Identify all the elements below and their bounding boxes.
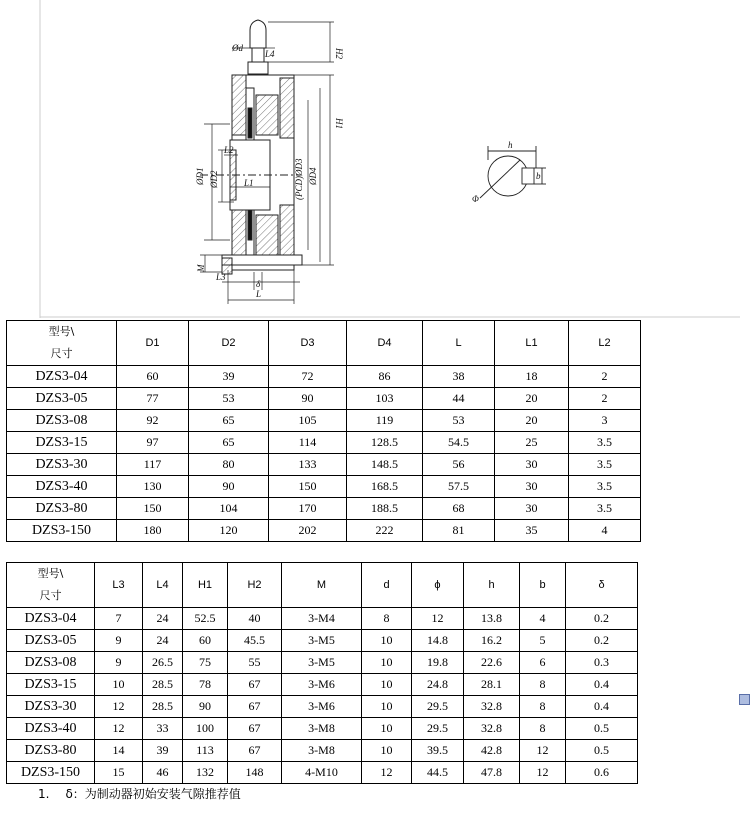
value-cell: 202 [269,520,347,542]
corner-header-line: 尺寸 [50,347,73,360]
value-cell: 47.8 [464,762,520,784]
value-cell: 10 [362,740,412,762]
model-cell: DZS3-40 [7,718,95,740]
table-row [7,762,638,784]
table-row [7,740,638,762]
label-d1: ØD1 [195,167,205,185]
value-cell: 117 [117,454,189,476]
table-row [7,674,638,696]
table-row [7,410,641,432]
value-cell: 12 [362,762,412,784]
value-cell: 3-M8 [282,740,362,762]
model-cell: DZS3-15 [7,432,117,454]
corner-header [7,563,95,608]
value-cell: 30 [495,498,569,520]
corner-header-line: 型号\ [48,325,75,338]
value-cell: 3-M6 [282,696,362,718]
dimension-table-2 [6,562,638,784]
value-cell: 30 [495,476,569,498]
value-cell: 65 [189,410,269,432]
value-cell: 3-M6 [282,674,362,696]
value-cell: 77 [117,388,189,410]
value-cell: 80 [189,454,269,476]
table-row [7,608,638,630]
header-row [7,563,638,608]
value-cell: 133 [269,454,347,476]
label-d3: (PCD)ØD3 [294,158,304,200]
value-cell: 5 [520,630,566,652]
value-cell: 180 [117,520,189,542]
value-cell: 38 [423,366,495,388]
value-cell: 24.8 [412,674,464,696]
value-cell: 222 [347,520,423,542]
value-cell: 28.1 [464,674,520,696]
value-cell: 30 [495,454,569,476]
value-cell: 12 [95,718,143,740]
value-cell: 103 [347,388,423,410]
column-header: D2 [189,321,269,366]
value-cell: 68 [423,498,495,520]
value-cell: 67 [228,674,282,696]
value-cell: 3.5 [569,454,641,476]
value-cell: 4-M10 [282,762,362,784]
value-cell: 67 [228,718,282,740]
keyway-b-label: b [536,171,541,181]
value-cell: 14.8 [412,630,464,652]
value-cell: 3-M8 [282,718,362,740]
value-cell: 100 [183,718,228,740]
value-cell: 56 [423,454,495,476]
column-header: H2 [228,563,282,608]
value-cell: 150 [117,498,189,520]
table-row [7,696,638,718]
value-cell: 24 [143,630,183,652]
corner-header-line: 型号\ [37,567,64,580]
model-cell: DZS3-150 [7,520,117,542]
column-header: M [282,563,362,608]
value-cell: 15 [95,762,143,784]
label-d2: ØD2 [209,170,219,188]
value-cell: 10 [362,696,412,718]
value-cell: 13.8 [464,608,520,630]
value-cell: 0.3 [566,652,638,674]
value-cell: 2 [569,388,641,410]
model-cell: DZS3-05 [7,388,117,410]
value-cell: 128.5 [347,432,423,454]
value-cell: 90 [183,696,228,718]
column-header: ϕ [412,563,464,608]
value-cell: 9 [95,652,143,674]
value-cell: 10 [95,674,143,696]
value-cell: 10 [362,630,412,652]
footnote [38,785,241,802]
column-header: L1 [495,321,569,366]
value-cell: 12 [520,740,566,762]
value-cell: 57.5 [423,476,495,498]
value-cell: 40 [228,608,282,630]
value-cell: 39 [143,740,183,762]
value-cell: 3.5 [569,432,641,454]
value-cell: 28.5 [143,674,183,696]
model-cell: DZS3-04 [7,608,95,630]
value-cell: 90 [269,388,347,410]
value-cell: 0.4 [566,674,638,696]
value-cell: 75 [183,652,228,674]
table-row [7,630,638,652]
value-cell: 78 [183,674,228,696]
column-header: D4 [347,321,423,366]
value-cell: 65 [189,432,269,454]
table-row [7,498,641,520]
keyway-h-label: h [508,140,513,150]
page-frame-lines [40,0,740,318]
value-cell: 12 [412,608,464,630]
value-cell: 16.2 [464,630,520,652]
table-row [7,652,638,674]
value-cell: 53 [189,388,269,410]
value-cell: 3 [569,410,641,432]
footnote-number: 1. [38,787,50,801]
value-cell: 67 [228,740,282,762]
brake-cross-section [200,20,302,274]
table-row [7,432,641,454]
value-cell: 3.5 [569,498,641,520]
value-cell: 170 [269,498,347,520]
table-row [7,366,641,388]
value-cell: 55 [228,652,282,674]
header-row [7,321,641,366]
value-cell: 3-M4 [282,608,362,630]
value-cell: 18 [495,366,569,388]
value-cell: 54.5 [423,432,495,454]
model-cell: DZS3-80 [7,498,117,520]
value-cell: 2 [569,366,641,388]
value-cell: 0.2 [566,608,638,630]
value-cell: 81 [423,520,495,542]
value-cell: 29.5 [412,696,464,718]
column-header: H1 [183,563,228,608]
column-header: D1 [117,321,189,366]
value-cell: 46 [143,762,183,784]
value-cell: 8 [520,674,566,696]
value-cell: 10 [362,674,412,696]
value-cell: 0.5 [566,718,638,740]
value-cell: 19.8 [412,652,464,674]
value-cell: 28.5 [143,696,183,718]
label-m: M [196,264,206,272]
value-cell: 52.5 [183,608,228,630]
value-cell: 4 [520,608,566,630]
column-header: d [362,563,412,608]
column-header: h [464,563,520,608]
value-cell: 72 [269,366,347,388]
model-cell: DZS3-08 [7,652,95,674]
footnote-text: δ：为制动器初始安装气隙推荐值 [65,787,241,801]
table-row [7,718,638,740]
label-h1: H1 [334,118,344,129]
value-cell: 44.5 [412,762,464,784]
value-cell: 32.8 [464,696,520,718]
value-cell: 33 [143,718,183,740]
model-cell: DZS3-08 [7,410,117,432]
scroll-marker[interactable] [739,694,750,705]
value-cell: 105 [269,410,347,432]
value-cell: 97 [117,432,189,454]
value-cell: 3-M5 [282,630,362,652]
value-cell: 60 [117,366,189,388]
value-cell: 104 [189,498,269,520]
value-cell: 20 [495,388,569,410]
value-cell: 148.5 [347,454,423,476]
value-cell: 8 [520,696,566,718]
value-cell: 168.5 [347,476,423,498]
table-row [7,520,641,542]
label-l3: L3 [216,272,226,282]
value-cell: 39.5 [412,740,464,762]
value-cell: 42.8 [464,740,520,762]
value-cell: 114 [269,432,347,454]
value-cell: 20 [495,410,569,432]
value-cell: 90 [189,476,269,498]
value-cell: 45.5 [228,630,282,652]
value-cell: 86 [347,366,423,388]
table-row [7,454,641,476]
value-cell: 29.5 [412,718,464,740]
table-row [7,476,641,498]
label-delta: δ [256,279,261,289]
model-cell: DZS3-150 [7,762,95,784]
value-cell: 14 [95,740,143,762]
column-header: L3 [95,563,143,608]
keyway-phi-label: Φ [472,194,479,204]
value-cell: 188.5 [347,498,423,520]
column-header: L2 [569,321,641,366]
model-cell: DZS3-05 [7,630,95,652]
table-row [7,388,641,410]
value-cell: 7 [95,608,143,630]
value-cell: 12 [520,762,566,784]
value-cell: 0.5 [566,740,638,762]
label-l1: L1 [244,178,254,188]
dimension-table-1 [6,320,641,542]
value-cell: 60 [183,630,228,652]
value-cell: 119 [347,410,423,432]
value-cell: 24 [143,608,183,630]
model-cell: DZS3-30 [7,696,95,718]
value-cell: 4 [569,520,641,542]
value-cell: 39 [189,366,269,388]
value-cell: 22.6 [464,652,520,674]
value-cell: 8 [520,718,566,740]
value-cell: 130 [117,476,189,498]
label-l2: L2 [224,145,234,155]
model-cell: DZS3-30 [7,454,117,476]
value-cell: 25 [495,432,569,454]
label-h2: H2 [334,48,344,59]
value-cell: 113 [183,740,228,762]
value-cell: 150 [269,476,347,498]
value-cell: 8 [362,608,412,630]
corner-header-line: 尺寸 [39,589,62,602]
column-header: b [520,563,566,608]
value-cell: 3-M5 [282,652,362,674]
column-header: δ [566,563,638,608]
value-cell: 6 [520,652,566,674]
value-cell: 0.2 [566,630,638,652]
value-cell: 92 [117,410,189,432]
column-header: L4 [143,563,183,608]
value-cell: 0.6 [566,762,638,784]
value-cell: 12 [95,696,143,718]
value-cell: 0.4 [566,696,638,718]
label-d: Ød [232,43,243,53]
value-cell: 67 [228,696,282,718]
model-cell: DZS3-04 [7,366,117,388]
model-cell: DZS3-40 [7,476,117,498]
label-l: L [256,289,262,299]
corner-header [7,321,117,366]
label-d4: ØD4 [308,167,318,185]
value-cell: 32.8 [464,718,520,740]
value-cell: 53 [423,410,495,432]
brake-section-drawing [0,0,750,318]
value-cell: 120 [189,520,269,542]
value-cell: 44 [423,388,495,410]
value-cell: 26.5 [143,652,183,674]
column-header: D3 [269,321,347,366]
label-l4: L4 [265,49,275,59]
model-cell: DZS3-80 [7,740,95,762]
column-header: L [423,321,495,366]
value-cell: 132 [183,762,228,784]
value-cell: 148 [228,762,282,784]
value-cell: 10 [362,718,412,740]
value-cell: 9 [95,630,143,652]
value-cell: 35 [495,520,569,542]
value-cell: 3.5 [569,476,641,498]
value-cell: 10 [362,652,412,674]
model-cell: DZS3-15 [7,674,95,696]
